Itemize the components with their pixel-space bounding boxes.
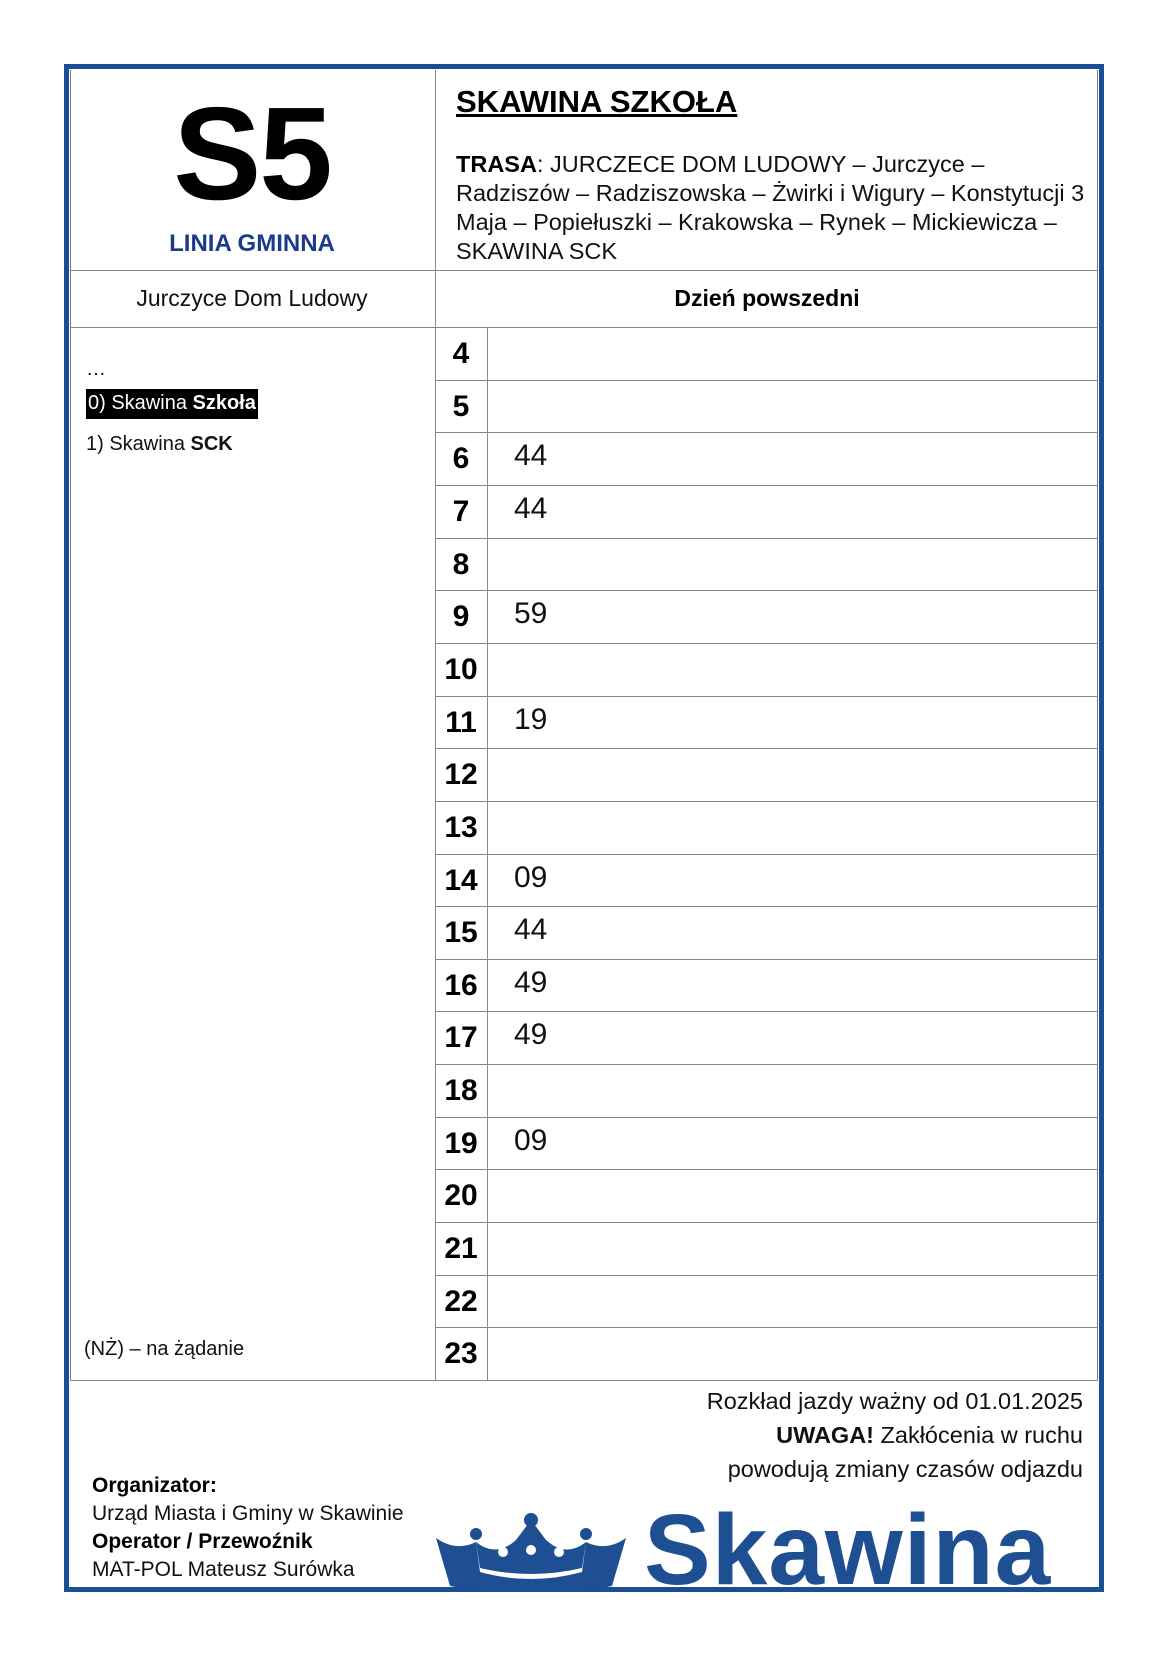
hour-cell: 10 <box>444 652 478 686</box>
crown-icon <box>436 1512 626 1592</box>
valid-from: Rozkład jazdy ważny od 01.01.2025 <box>706 1388 1083 1414</box>
organizer-label: Organizator: <box>92 1474 217 1497</box>
table-row-divider <box>436 1327 1098 1328</box>
route-label: TRASA <box>456 151 537 177</box>
table-row-divider <box>436 906 1098 907</box>
line-number: S5 <box>173 80 331 227</box>
divider <box>70 1380 1098 1381</box>
hour-cell: 9 <box>452 600 470 634</box>
hour-cell: 17 <box>444 1021 478 1055</box>
table-row-divider <box>436 1064 1098 1065</box>
stop-name-bold: SCK <box>190 433 233 455</box>
table-row-divider <box>436 380 1098 381</box>
hour-cell: 13 <box>444 810 478 844</box>
list-item <box>86 433 258 459</box>
minutes-cell: 44 <box>514 491 548 525</box>
operator-name: MAT-POL Mateusz Surówka <box>92 1558 355 1581</box>
table-row-divider <box>436 1275 1098 1276</box>
table-row-divider <box>436 1169 1098 1170</box>
route-description <box>456 150 1096 266</box>
hour-cell: 15 <box>444 916 478 950</box>
table-row-divider <box>436 432 1098 433</box>
minutes-cell: 49 <box>514 1018 548 1052</box>
minutes-cell: 19 <box>514 702 548 736</box>
hour-cell: 4 <box>452 337 470 370</box>
hour-cell: 16 <box>444 968 478 1002</box>
table-row-divider <box>436 1011 1098 1012</box>
table-row-divider <box>436 748 1098 749</box>
table-row-divider <box>436 1222 1098 1223</box>
hour-cell: 14 <box>444 863 478 897</box>
hour-cell: 12 <box>444 758 478 792</box>
table-row-divider <box>436 854 1098 855</box>
table-row-divider <box>436 538 1098 539</box>
hour-cell: 20 <box>444 1179 478 1213</box>
warning-text-2: powodują zmiany czasów odjazdu <box>727 1456 1083 1482</box>
divider <box>70 327 1098 328</box>
table-row-divider <box>436 801 1098 802</box>
hour-cell: 19 <box>444 1126 478 1160</box>
hour-cell: 8 <box>452 547 470 581</box>
line-type: LINIA GMINNA <box>169 230 335 257</box>
list-item <box>86 389 258 433</box>
minutes-cell: 09 <box>514 860 548 894</box>
organizer-info <box>92 1472 404 1584</box>
stop-list-ellipsis: … <box>86 358 106 380</box>
stop-list <box>86 358 258 459</box>
minutes-cell: 09 <box>514 1123 548 1157</box>
timetable-grid <box>70 70 1098 1380</box>
stop-name: 0) Skawina <box>88 392 193 414</box>
hour-cell: 11 <box>445 705 477 739</box>
minutes-cell: 44 <box>514 913 548 947</box>
warning-label: UWAGA! <box>776 1422 874 1448</box>
hour-cell: 6 <box>452 442 470 476</box>
minutes-cell: 59 <box>514 597 548 631</box>
warning-line <box>707 1418 1083 1452</box>
table-row-divider <box>436 959 1098 960</box>
current-stop-highlight <box>86 389 258 419</box>
route-text: : JURCZECE DOM LUDOWY – Jurczyce – Radziszów – Radziszowska – Żwirki i Wigury – Konstytucji 3 Maja – Popiełuszki – Krakowska – Rynek – Mickiewicza – SKAWINA SCK <box>456 151 1085 264</box>
skawina-logo-text: Skawina <box>644 1494 1052 1606</box>
stop-name-bold: Szkoła <box>192 392 256 414</box>
hour-cell: 21 <box>444 1232 478 1266</box>
hour-cell: 7 <box>452 494 470 528</box>
divider <box>70 270 1098 271</box>
hour-cell: 18 <box>444 1074 478 1108</box>
table-row-divider <box>436 696 1098 697</box>
table-row-divider <box>436 485 1098 486</box>
minutes-cell: 44 <box>514 439 548 473</box>
current-stop: Jurczyce Dom Ludowy <box>136 285 368 311</box>
hour-cell: 22 <box>444 1284 478 1318</box>
table-row-divider <box>436 590 1098 591</box>
day-type: Dzień powszedni <box>674 285 860 311</box>
legend-on-request: (NŻ) – na żądanie <box>84 1338 245 1360</box>
hour-cell: 5 <box>452 389 470 423</box>
hour-cell: 23 <box>444 1337 478 1371</box>
minutes-cell: 49 <box>514 965 548 999</box>
validity-notice <box>707 1384 1083 1486</box>
table-row-divider <box>436 1117 1098 1118</box>
operator-label: Operator / Przewoźnik <box>92 1530 313 1553</box>
table-row-divider <box>436 643 1098 644</box>
stop-title: SKAWINA SZKOŁA <box>456 84 738 119</box>
stop-name: 1) Skawina <box>86 433 191 455</box>
warning-text: Zakłócenia w ruchu <box>874 1422 1083 1448</box>
organizer-name: Urząd Miasta i Gminy w Skawinie <box>92 1502 404 1525</box>
